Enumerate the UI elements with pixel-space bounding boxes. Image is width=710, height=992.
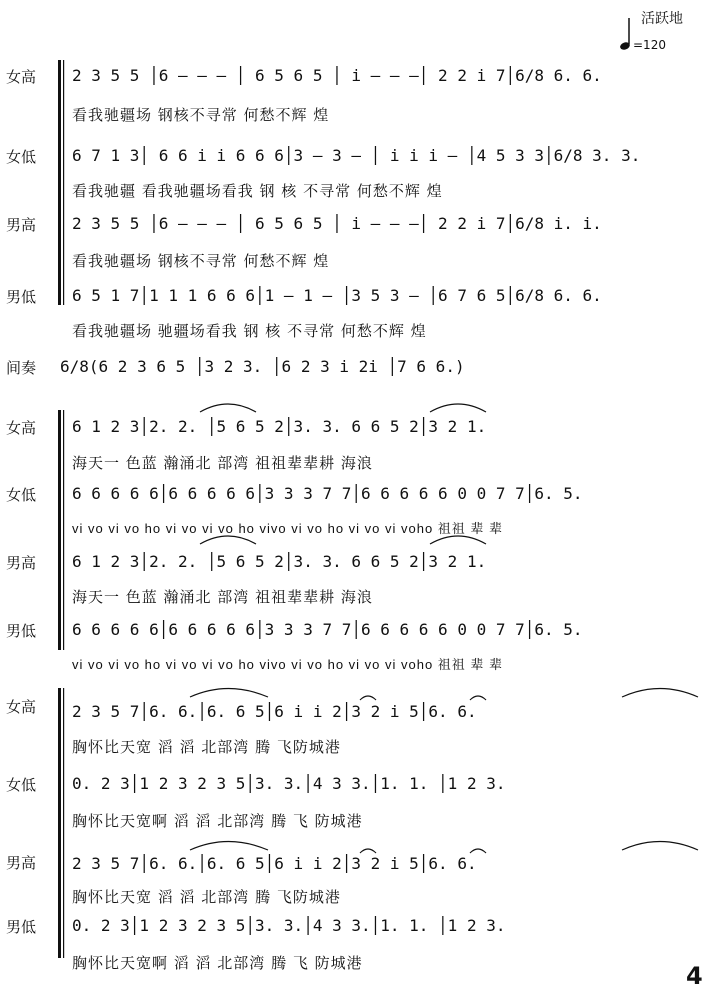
part-label: 男低 bbox=[6, 918, 37, 936]
part-label: 女低 bbox=[6, 148, 37, 166]
notation-line: 0. 2 3│1 2 3 2 3 5│3. 3.│4 3 3.│1. 1. │1 2 3. bbox=[72, 916, 506, 935]
notation-line: 6 6 6 6 6│6 6 6 6 6│3 3 3 7 7│6 6 6 6 6 0 0 7 7│6. 5. bbox=[72, 484, 583, 503]
part-label: 男高 bbox=[6, 854, 37, 872]
part-label: 女高 bbox=[6, 419, 37, 437]
part-label: 女低 bbox=[6, 776, 37, 794]
notation-line: 6 1 2 3│2. 2. │5 6 5 2│3. 3. 6 6 5 2│3 2 1. bbox=[72, 417, 487, 436]
lyrics-line: 海天一 色蓝 瀚涌北 部湾 祖祖辈辈耕 海浪 bbox=[72, 588, 373, 606]
quarter-note-icon bbox=[619, 18, 631, 51]
notation-line: 2 3 5 7│6. 6.│6. 6 5│6 i i 2│3 2 i 5│6. 6. bbox=[72, 702, 477, 721]
notation-line: 6 6 6 6 6│6 6 6 6 6│3 3 3 7 7│6 6 6 6 6 0 0 7 7│6. 5. bbox=[72, 620, 583, 639]
part-label: 女低 bbox=[6, 486, 37, 504]
lyrics-line: 海天一 色蓝 瀚涌北 部湾 祖祖辈辈耕 海浪 bbox=[72, 454, 373, 472]
lyrics-line: vi vo vi vo ho vi vo vi vo ho vivo vi vo ho vi vo vi voho 祖祖 辈 辈 bbox=[72, 657, 504, 672]
lyrics-line: vi vo vi vo ho vi vo vi vo ho vivo vi vo ho vi vo vi voho 祖祖 辈 辈 bbox=[72, 521, 504, 536]
notation-line: 6/8(6 2 3 6 5 │3 2 3. │6 2 3 i 2i │7 6 6.) bbox=[60, 357, 465, 376]
page-number: 4 bbox=[686, 962, 703, 990]
lyrics-line: 看我驰疆场 驰疆场看我 钢 核 不寻常 何愁不辉 煌 bbox=[72, 322, 427, 340]
part-label: 男低 bbox=[6, 288, 37, 306]
tempo-mark: =120 bbox=[633, 38, 666, 52]
system-brace-1 bbox=[58, 60, 64, 305]
lyrics-line: 胸怀比天宽啊 滔 滔 北部湾 腾 飞 防城港 bbox=[72, 954, 363, 972]
system-brace-2 bbox=[58, 410, 64, 650]
system-brace-3 bbox=[58, 688, 64, 958]
tempo-text: 活跃地 bbox=[641, 11, 683, 27]
notation-line: 2 3 5 7│6. 6.│6. 6 5│6 i i 2│3 2 i 5│6. 6. bbox=[72, 854, 477, 873]
lyrics-line: 看我驰疆 看我驰疆场看我 钢 核 不寻常 何愁不辉 煌 bbox=[72, 182, 443, 200]
lyrics-line: 胸怀比天宽 滔 滔 北部湾 腾 飞防城港 bbox=[72, 888, 341, 906]
lyrics-line: 胸怀比天宽 滔 滔 北部湾 腾 飞防城港 bbox=[72, 738, 341, 756]
part-label: 男高 bbox=[6, 554, 37, 572]
notation-line: 6 5 1 7│1 1 1 6 6 6│1 – 1 – │3 5 3 – │6 7 6 5│6/8 6. 6. bbox=[72, 286, 602, 305]
part-label: 男低 bbox=[6, 622, 37, 640]
part-label: 女高 bbox=[6, 68, 37, 86]
lyrics-line: 看我驰疆场 钢核不寻常 何愁不辉 煌 bbox=[72, 252, 330, 270]
notation-line: 2 3 5 5 │6 – – – │ 6 5 6 5 │ i – – –│ 2 2 i 7│6/8 6. 6. bbox=[72, 66, 602, 85]
notation-line: 0. 2 3│1 2 3 2 3 5│3. 3.│4 3 3.│1. 1. │1 2 3. bbox=[72, 774, 506, 793]
notation-line: 6 7 1 3│ 6 6 i i 6 6 6│3 – 3 – │ i i i – │4 5 3 3│6/8 3. 3. bbox=[72, 146, 641, 165]
lyrics-line: 胸怀比天宽啊 滔 滔 北部湾 腾 飞 防城港 bbox=[72, 812, 363, 830]
part-label: 间奏 bbox=[6, 359, 37, 377]
notation-line: 2 3 5 5 │6 – – – │ 6 5 6 5 │ i – – –│ 2 2 i 7│6/8 i. i. bbox=[72, 214, 602, 233]
notation-line: 6 1 2 3│2. 2. │5 6 5 2│3. 3. 6 6 5 2│3 2 1. bbox=[72, 552, 487, 571]
part-label: 女高 bbox=[6, 698, 37, 716]
lyrics-line: 看我驰疆场 钢核不寻常 何愁不辉 煌 bbox=[72, 106, 330, 124]
part-label: 男高 bbox=[6, 216, 37, 234]
